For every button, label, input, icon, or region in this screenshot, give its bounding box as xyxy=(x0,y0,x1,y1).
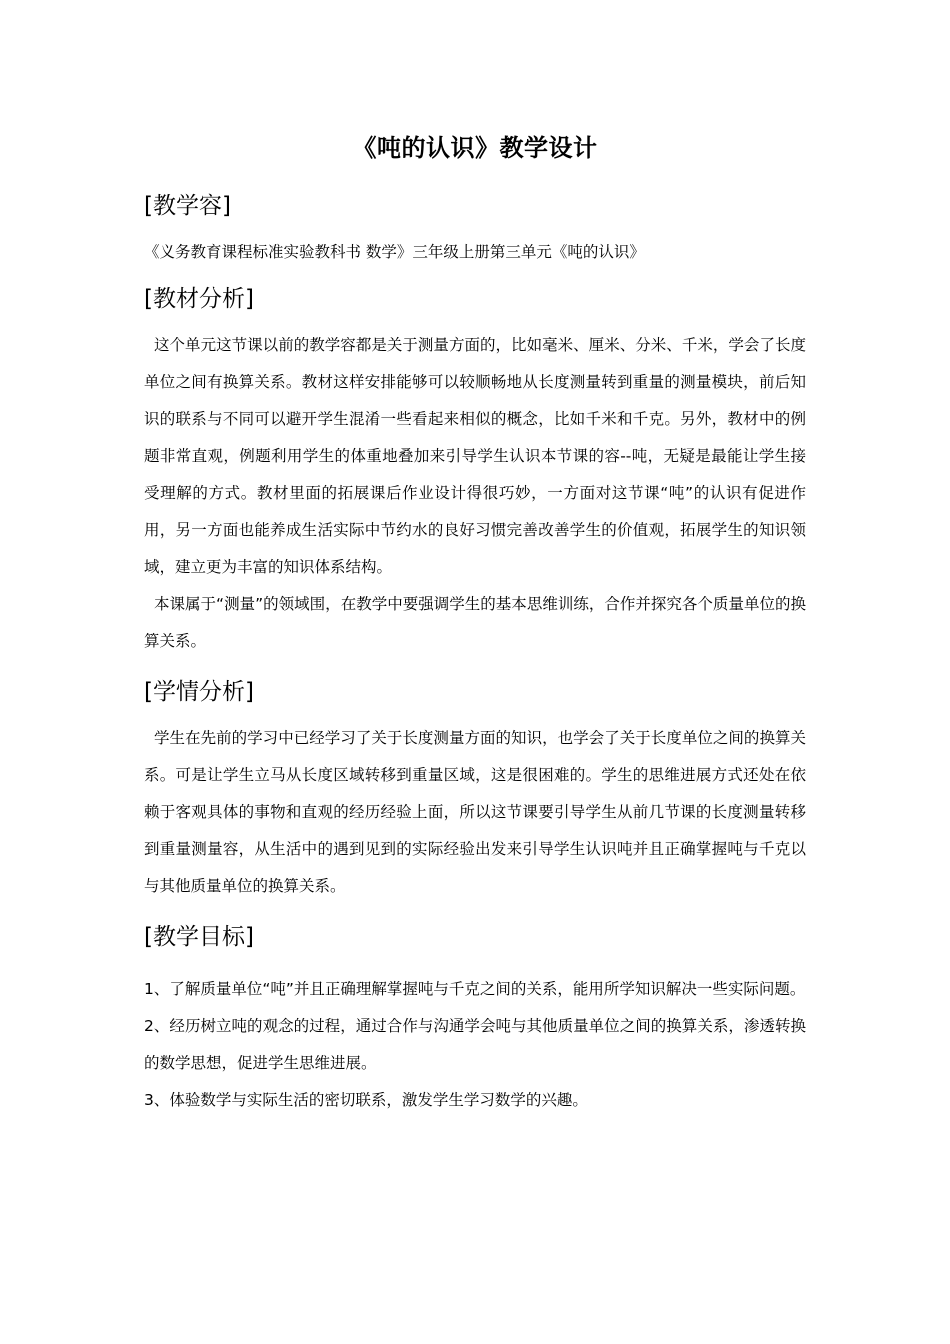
document-title: 《吨的认识》教学设计 xyxy=(352,134,598,162)
objective-item-2: 2、经历树立吨的观念的过程，通过合作与沟通学会吨与其他质量单位之间的换算关系，渗透转换的数学思想，促进学生思维进展。 xyxy=(144,1017,806,1072)
content-paragraph: 《义务教育课程标准实验教科书 数学》三年级上册第三单元《吨的认识》 xyxy=(144,243,645,261)
objective-item-3: 3、体验数学与实际生活的密切联系，激发学生学习数学的兴趣。 xyxy=(144,1091,588,1109)
section-heading-material-analysis: [教材分析] xyxy=(144,286,254,312)
spacer xyxy=(144,905,806,917)
spacer xyxy=(144,660,806,672)
section-heading-student-analysis: [学情分析] xyxy=(144,679,254,705)
spacer xyxy=(144,271,806,279)
spacer xyxy=(144,957,806,971)
section-heading-objectives: [教学目标] xyxy=(144,924,254,950)
spacer xyxy=(144,319,806,327)
section-heading-content: [教学容] xyxy=(144,193,231,219)
material-analysis-paragraph-2: 本课属于“测量”的领域围，在教学中要强调学生的基本思维训练，合作并探究各个质量单位的换算关系。 xyxy=(144,595,806,650)
material-analysis-paragraph-1: 这个单元这节课以前的教学容都是关于测量方面的，比如毫米、厘米、分米、千米，学会了长度单位之间有换算关系。教材这样安排能够可以较顺畅地从长度测量转到重量的测量模块，前后知识的联系与不同可以避开学生混淆一些看起来相似的概念，比如千米和千克。另外，教材中的例题非常直观，例题利用学生的体重地叠加来引导学生认识本节课的容--吨，无疑是最能让学生接受理解的方式。教材里面的拓展课后作业设计得很巧妙，一方面对这节课“吨”的认识有促进作用，另一方面也能养成生活实际中节约水的良好习惯完善改善学生的价值观，拓展学生的知识领域，建立更为丰富的知识体系结构。 xyxy=(144,336,806,576)
spacer xyxy=(144,226,806,234)
document-body xyxy=(144,128,806,1119)
spacer xyxy=(144,712,806,720)
objective-item-1: 1、了解质量单位“吨”并且正确理解掌握吨与千克之间的关系，能用所学知识解决一些实际问题。 xyxy=(144,980,806,998)
student-analysis-paragraph: 学生在先前的学习中已经学习了关于长度测量方面的知识，也学会了关于长度单位之间的换算关系。可是让学生立马从长度区域转移到重量区域，这是很困难的。学生的思维进展方式还处在依赖于客观具体的事物和直观的经历经验上面，所以这节课要引导学生从前几节课的长度测量转移到重量测量容，从生活中的遇到见到的实际经验出发来引导学生认识吨并且正确掌握吨与千克以与其他质量单位的换算关系。 xyxy=(144,729,806,895)
